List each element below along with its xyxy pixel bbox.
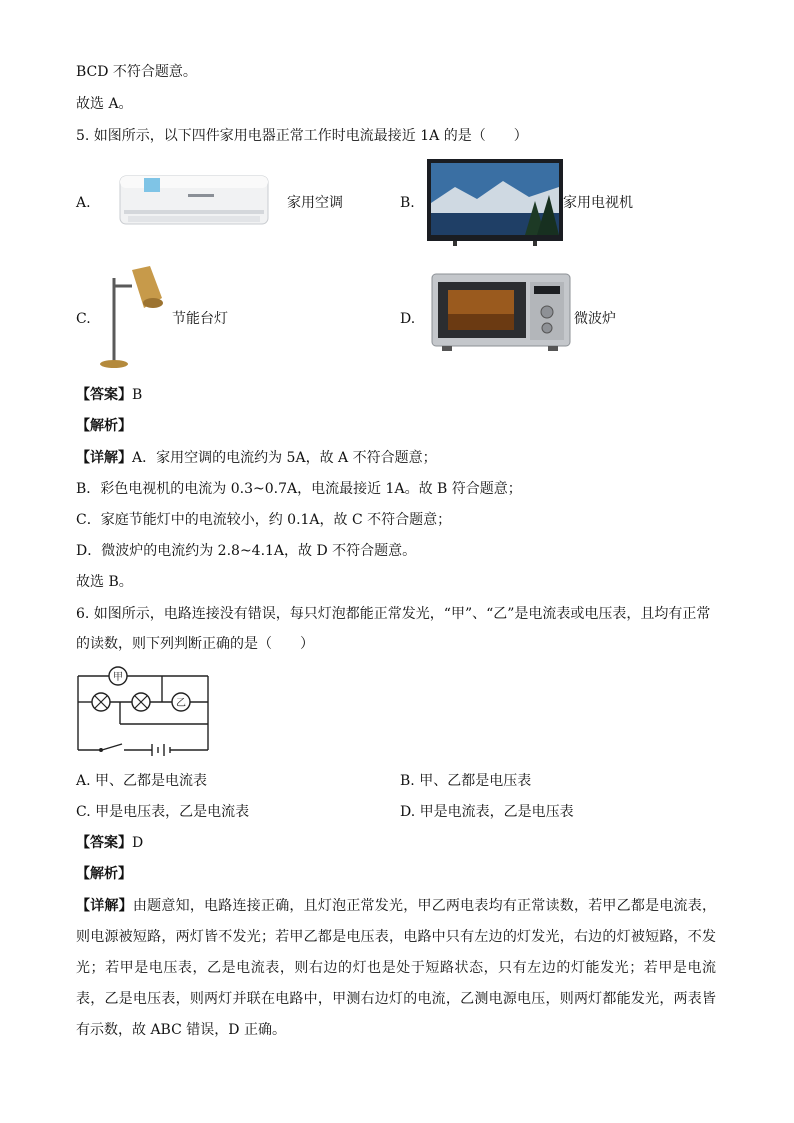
prev-answer-line: BCD 不符合题意。 bbox=[76, 64, 197, 80]
q5-detail-line-4: D．微波炉的电流约为 2.8~4.1A，故 D 不符合题意。 bbox=[76, 543, 417, 559]
lamp-right bbox=[132, 693, 150, 711]
q6-option-c: C. 甲是电压表，乙是电流表 bbox=[76, 804, 250, 820]
q5-analysis-tag: 【解析】 bbox=[76, 418, 132, 434]
q5-option-b-letter: B. bbox=[400, 195, 415, 211]
q6-option-d: D. 甲是电流表，乙是电压表 bbox=[400, 804, 574, 820]
q5-stem: 5. 如图所示，以下四件家用电器正常工作时电流最接近 1A 的是（ ） bbox=[76, 128, 528, 144]
air-conditioner-image bbox=[118, 170, 270, 232]
q5-detail-text-1: A．家用空调的电流约为 5A，故 A 不符合题意； bbox=[132, 450, 437, 466]
q6-detail-text: 由题意知，电路连接正确，且灯泡正常发光，甲乙两电表均有正常读数，若甲乙都是电流表，则电源被短路，两灯皆不发光；若甲乙都是电压表，电路中只有左边的灯发光，右边的灯被短路，不发光；若甲是电压表，乙是电流表，则右边的灯也是处于短路状态，只有左边的灯能发光；若甲是电流表，乙是电压表，则两灯并联在电路中，甲测右边灯的电流，乙测电源电压，则两灯都能发光，两表皆有示数，故 ABC 错误，D 正确。 bbox=[76, 898, 717, 1038]
meter-yi bbox=[172, 693, 190, 711]
q5-option-c-letter: C. bbox=[76, 311, 91, 327]
q6-answer bbox=[76, 833, 143, 853]
q5-detail-line-3: C．家庭节能灯中的电流较小，约 0.1A，故 C 不符合题意； bbox=[76, 512, 452, 528]
meter-jia bbox=[109, 667, 127, 685]
q5-option-a-letter: A. bbox=[76, 195, 91, 211]
q6-detail-tag: 【详解】 bbox=[76, 898, 133, 914]
q6-detail-paragraph bbox=[76, 891, 716, 1046]
desk-lamp-image bbox=[100, 260, 166, 372]
television-image bbox=[425, 157, 565, 247]
q5-detail-line-2: B．彩色电视机的电流为 0.3~0.7A，电流最接近 1A。故 B 符合题意； bbox=[76, 481, 522, 497]
q6-option-b: B. 甲、乙都是电压表 bbox=[400, 773, 532, 789]
q5-answer-tag: 【答案】 bbox=[76, 387, 132, 403]
q5-option-d-letter: D. bbox=[400, 311, 416, 327]
q5-conclusion: 故选 B。 bbox=[76, 574, 133, 590]
q5-answer bbox=[76, 385, 142, 405]
q5-option-d-text: 微波炉 bbox=[574, 311, 616, 327]
q5-answer-value: B bbox=[132, 387, 143, 403]
lamp-left bbox=[92, 693, 110, 711]
q6-answer-tag: 【答案】 bbox=[76, 835, 132, 851]
svg-text:乙: 乙 bbox=[176, 698, 186, 709]
q5-detail-tag: 【详解】 bbox=[76, 450, 132, 466]
q5-detail-line-1 bbox=[76, 448, 437, 468]
svg-text:甲: 甲 bbox=[113, 672, 123, 683]
q6-analysis-tag: 【解析】 bbox=[76, 866, 132, 882]
microwave-image bbox=[428, 270, 574, 354]
circuit-diagram bbox=[72, 662, 212, 756]
q6-stem-line-2: 的读数，则下列判断正确的是（ ） bbox=[76, 636, 314, 652]
q6-answer-value: D bbox=[132, 835, 144, 851]
q5-option-a-text: 家用空调 bbox=[287, 195, 343, 211]
q6-stem-line-1: 6. 如图所示，电路连接没有错误，每只灯泡都能正常发光，“甲”、“乙”是电流表或电压表，且均有正常 bbox=[76, 606, 711, 622]
prev-choice-line: 故选 A。 bbox=[76, 96, 133, 112]
q6-option-a: A. 甲、乙都是电流表 bbox=[76, 773, 208, 789]
q5-option-b-text: 家用电视机 bbox=[563, 195, 633, 211]
q5-option-c-text: 节能台灯 bbox=[172, 311, 228, 327]
